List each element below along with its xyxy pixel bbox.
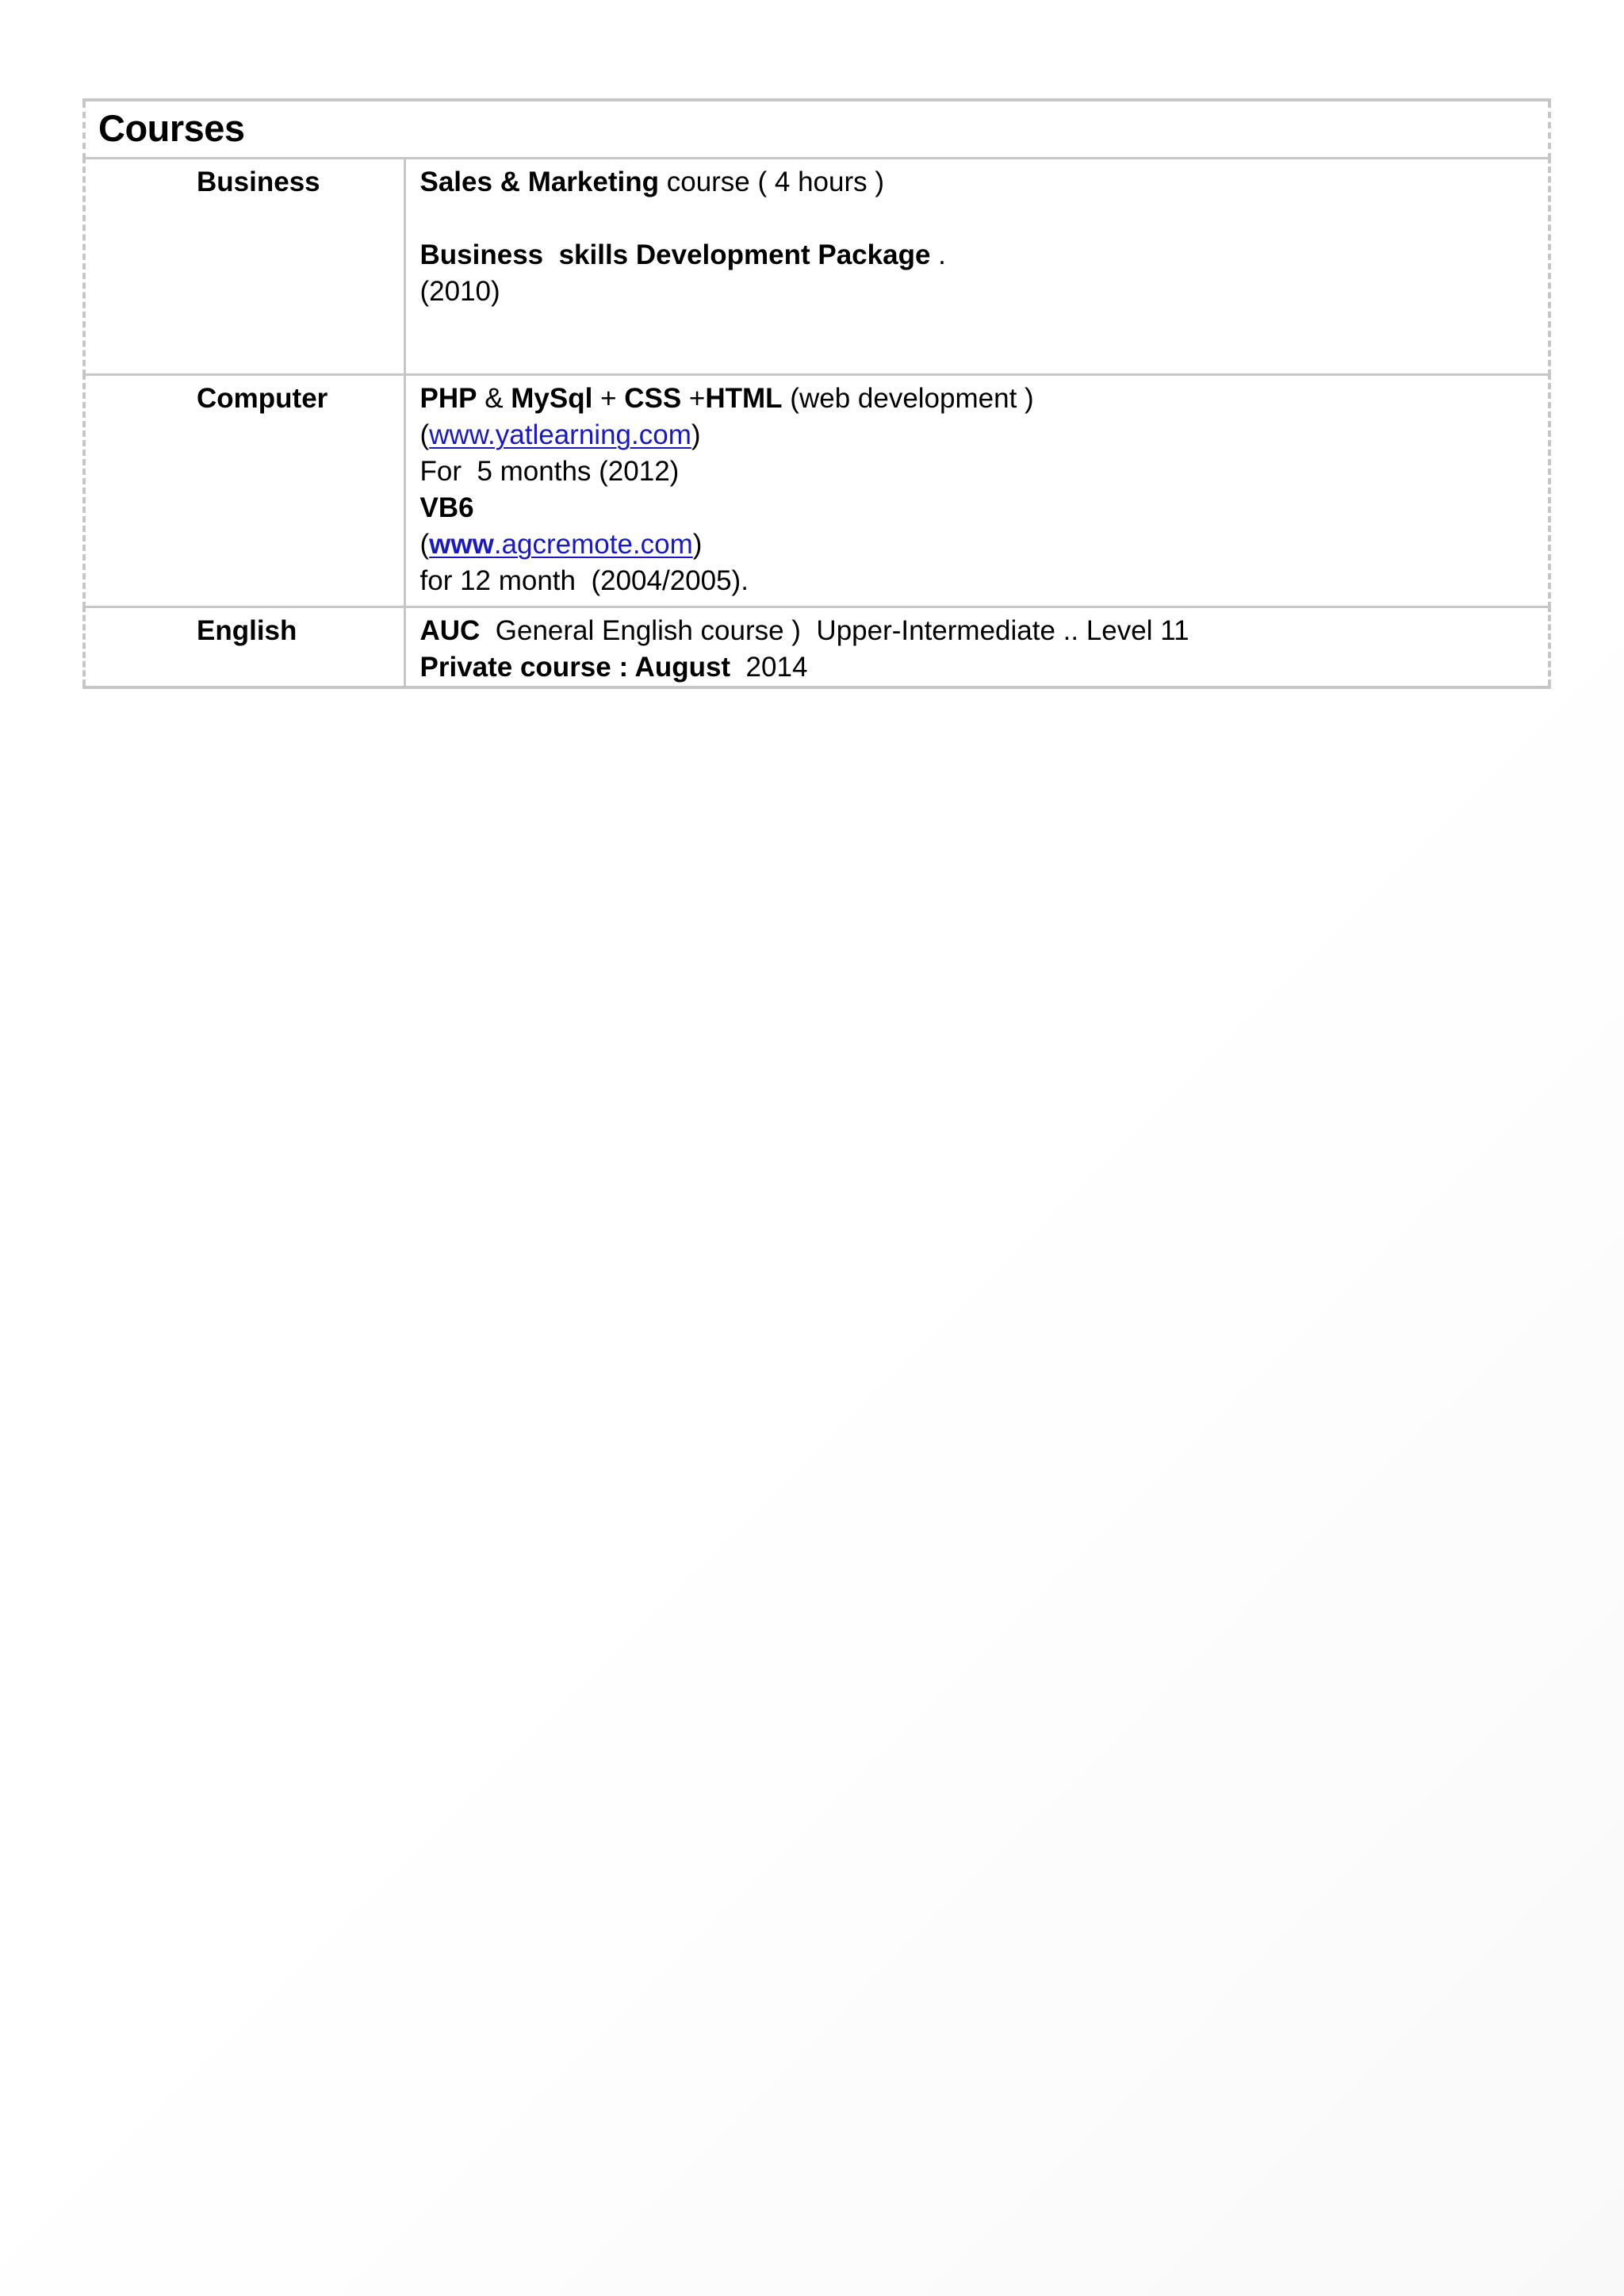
category-cell bbox=[84, 159, 404, 375]
heading-row bbox=[84, 100, 1549, 159]
course-detail: (web development ) bbox=[782, 383, 1034, 414]
heading-cell bbox=[84, 100, 1549, 159]
course-line bbox=[420, 613, 1549, 649]
course-name: HTML bbox=[705, 383, 783, 414]
course-name: Private course : August bbox=[419, 652, 731, 683]
course-name: AUC bbox=[419, 615, 481, 646]
content-cell bbox=[404, 607, 1549, 688]
link-domain: .agcremote.com bbox=[493, 529, 693, 560]
table-row bbox=[84, 159, 1549, 375]
paren: ( bbox=[419, 419, 430, 450]
paren: ) bbox=[691, 419, 701, 450]
course-name: VB6 bbox=[419, 492, 474, 523]
link-prefix: www bbox=[429, 529, 494, 560]
course-line bbox=[420, 164, 1549, 201]
course-name: Business skills Development Package bbox=[419, 239, 931, 270]
course-line bbox=[420, 526, 1549, 563]
course-line bbox=[420, 381, 1549, 417]
courses-table bbox=[82, 98, 1551, 689]
content-cell bbox=[404, 159, 1549, 375]
course-detail: 2014 bbox=[730, 652, 808, 683]
course-duration: for 12 month (2004/2005). bbox=[419, 565, 749, 596]
course-name: PHP bbox=[419, 383, 477, 414]
course-name: Sales & Marketing bbox=[419, 166, 659, 197]
paren: ( bbox=[419, 529, 430, 560]
category-cell bbox=[84, 375, 404, 607]
course-detail: & bbox=[477, 383, 511, 414]
course-line bbox=[420, 649, 1549, 686]
table-row bbox=[84, 607, 1549, 688]
course-line bbox=[420, 417, 1549, 453]
course-line bbox=[420, 237, 1549, 274]
paren: ) bbox=[692, 529, 703, 560]
course-detail: . bbox=[930, 239, 946, 270]
course-name: CSS bbox=[624, 383, 682, 414]
course-line bbox=[420, 490, 1549, 526]
blank-line bbox=[420, 201, 1549, 237]
course-detail: + bbox=[592, 383, 625, 414]
course-detail: course ( 4 hours ) bbox=[659, 166, 884, 197]
table-row bbox=[84, 375, 1549, 607]
course-name: MySql bbox=[511, 383, 593, 414]
course-year: (2010) bbox=[419, 276, 500, 307]
yatlearning-link[interactable]: www.yatlearning.com bbox=[429, 419, 691, 450]
agcremote-link[interactable] bbox=[429, 529, 693, 560]
course-duration: For 5 months (2012) bbox=[419, 456, 680, 487]
content-cell bbox=[404, 375, 1549, 607]
category-label-business: Business bbox=[197, 166, 320, 197]
category-label-english: English bbox=[197, 615, 297, 646]
course-detail: + bbox=[681, 383, 706, 414]
course-detail: General English course ) Upper-Intermediate .. Level 11 bbox=[480, 615, 1189, 646]
category-label-computer: Computer bbox=[197, 383, 328, 414]
section-heading: Courses bbox=[98, 107, 245, 149]
category-cell bbox=[84, 607, 404, 688]
